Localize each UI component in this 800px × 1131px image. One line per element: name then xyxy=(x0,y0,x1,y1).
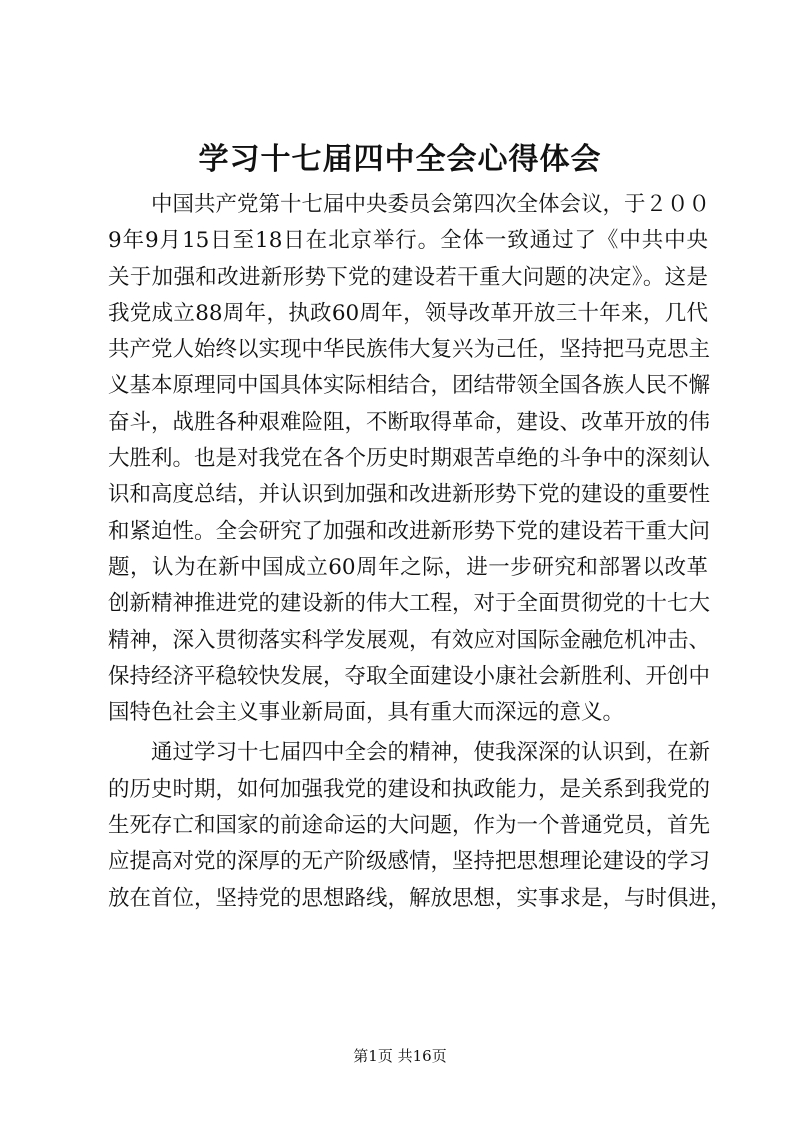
paragraph-line: 中国共产党第十七届中央委员会第四次全体会议，于２００ xyxy=(151,192,711,217)
paragraph-line: 和紧迫性。全会研究了加强和改进新形势下党的建设若干重大问 xyxy=(108,518,711,544)
paragraph-line: 识和高度总结，并认识到加强和改进新形势下党的建设的重要性 xyxy=(108,482,711,508)
paragraph-line: 创新精神推进党的建设新的伟大工程，对于全面贯彻党的十七大 xyxy=(108,591,711,617)
paragraph-line: 义基本原理同中国具体实际相结合，团结带领全国各族人民不懈 xyxy=(108,373,711,399)
paragraph-line: 的历史时期，如何加强我党的建设和执政能力，是关系到我党的 xyxy=(108,776,711,802)
paragraph-line: 9年9月15日至18日在北京举行。全体一致通过了《中共中央 xyxy=(108,228,708,254)
page-footer: 第1页 共16页 xyxy=(353,1047,447,1065)
paragraph-line: 精神，深入贯彻落实科学发展观，有效应对国际金融危机冲击、 xyxy=(108,627,711,653)
paragraph-1 xyxy=(108,187,711,731)
paragraph-line: 国特色社会主义事业新局面，具有重大而深远的意义。 xyxy=(108,700,625,726)
paragraph-line: 奋斗，战胜各种艰难险阻，不断取得革命，建设、改革开放的伟 xyxy=(108,409,711,435)
paragraph-2 xyxy=(108,735,732,916)
paragraph-line: 放在首位，坚持党的思想路线，解放思想，实事求是，与时俱进， xyxy=(108,885,732,911)
paragraph-line: 关于加强和改进新形势下党的建设若干重大问题的决定》。这是 xyxy=(108,264,708,290)
paragraph-line: 通过学习十七届四中全会的精神，使我深深的认识到，在新 xyxy=(151,740,711,766)
document-body xyxy=(108,187,732,917)
paragraph-line: 大胜利。也是对我党在各个历史时期艰苦卓绝的斗争中的深刻认 xyxy=(108,446,711,472)
paragraph-line: 保持经济平稳较快发展，夺取全面建设小康社会新胜利、开创中 xyxy=(108,663,711,689)
paragraph-line: 题，认为在新中国成立60周年之际，进一步研究和部署以改革 xyxy=(108,554,708,580)
paragraph-line: 生死存亡和国家的前途命运的大问题，作为一个普通党员，首先 xyxy=(108,813,711,839)
paragraph-line: 应提高对党的深厚的无产阶级感情，坚持把思想理论建设的学习 xyxy=(108,849,711,875)
paragraph-line: 共产党人始终以实现中华民族伟大复兴为己任，坚持把马克思主 xyxy=(108,337,711,363)
document-title: 学习十七届四中全会心得体会 xyxy=(198,142,602,177)
paragraph-line: 我党成立88周年，执政60周年，领导改革开放三十年来，几代 xyxy=(108,300,708,326)
